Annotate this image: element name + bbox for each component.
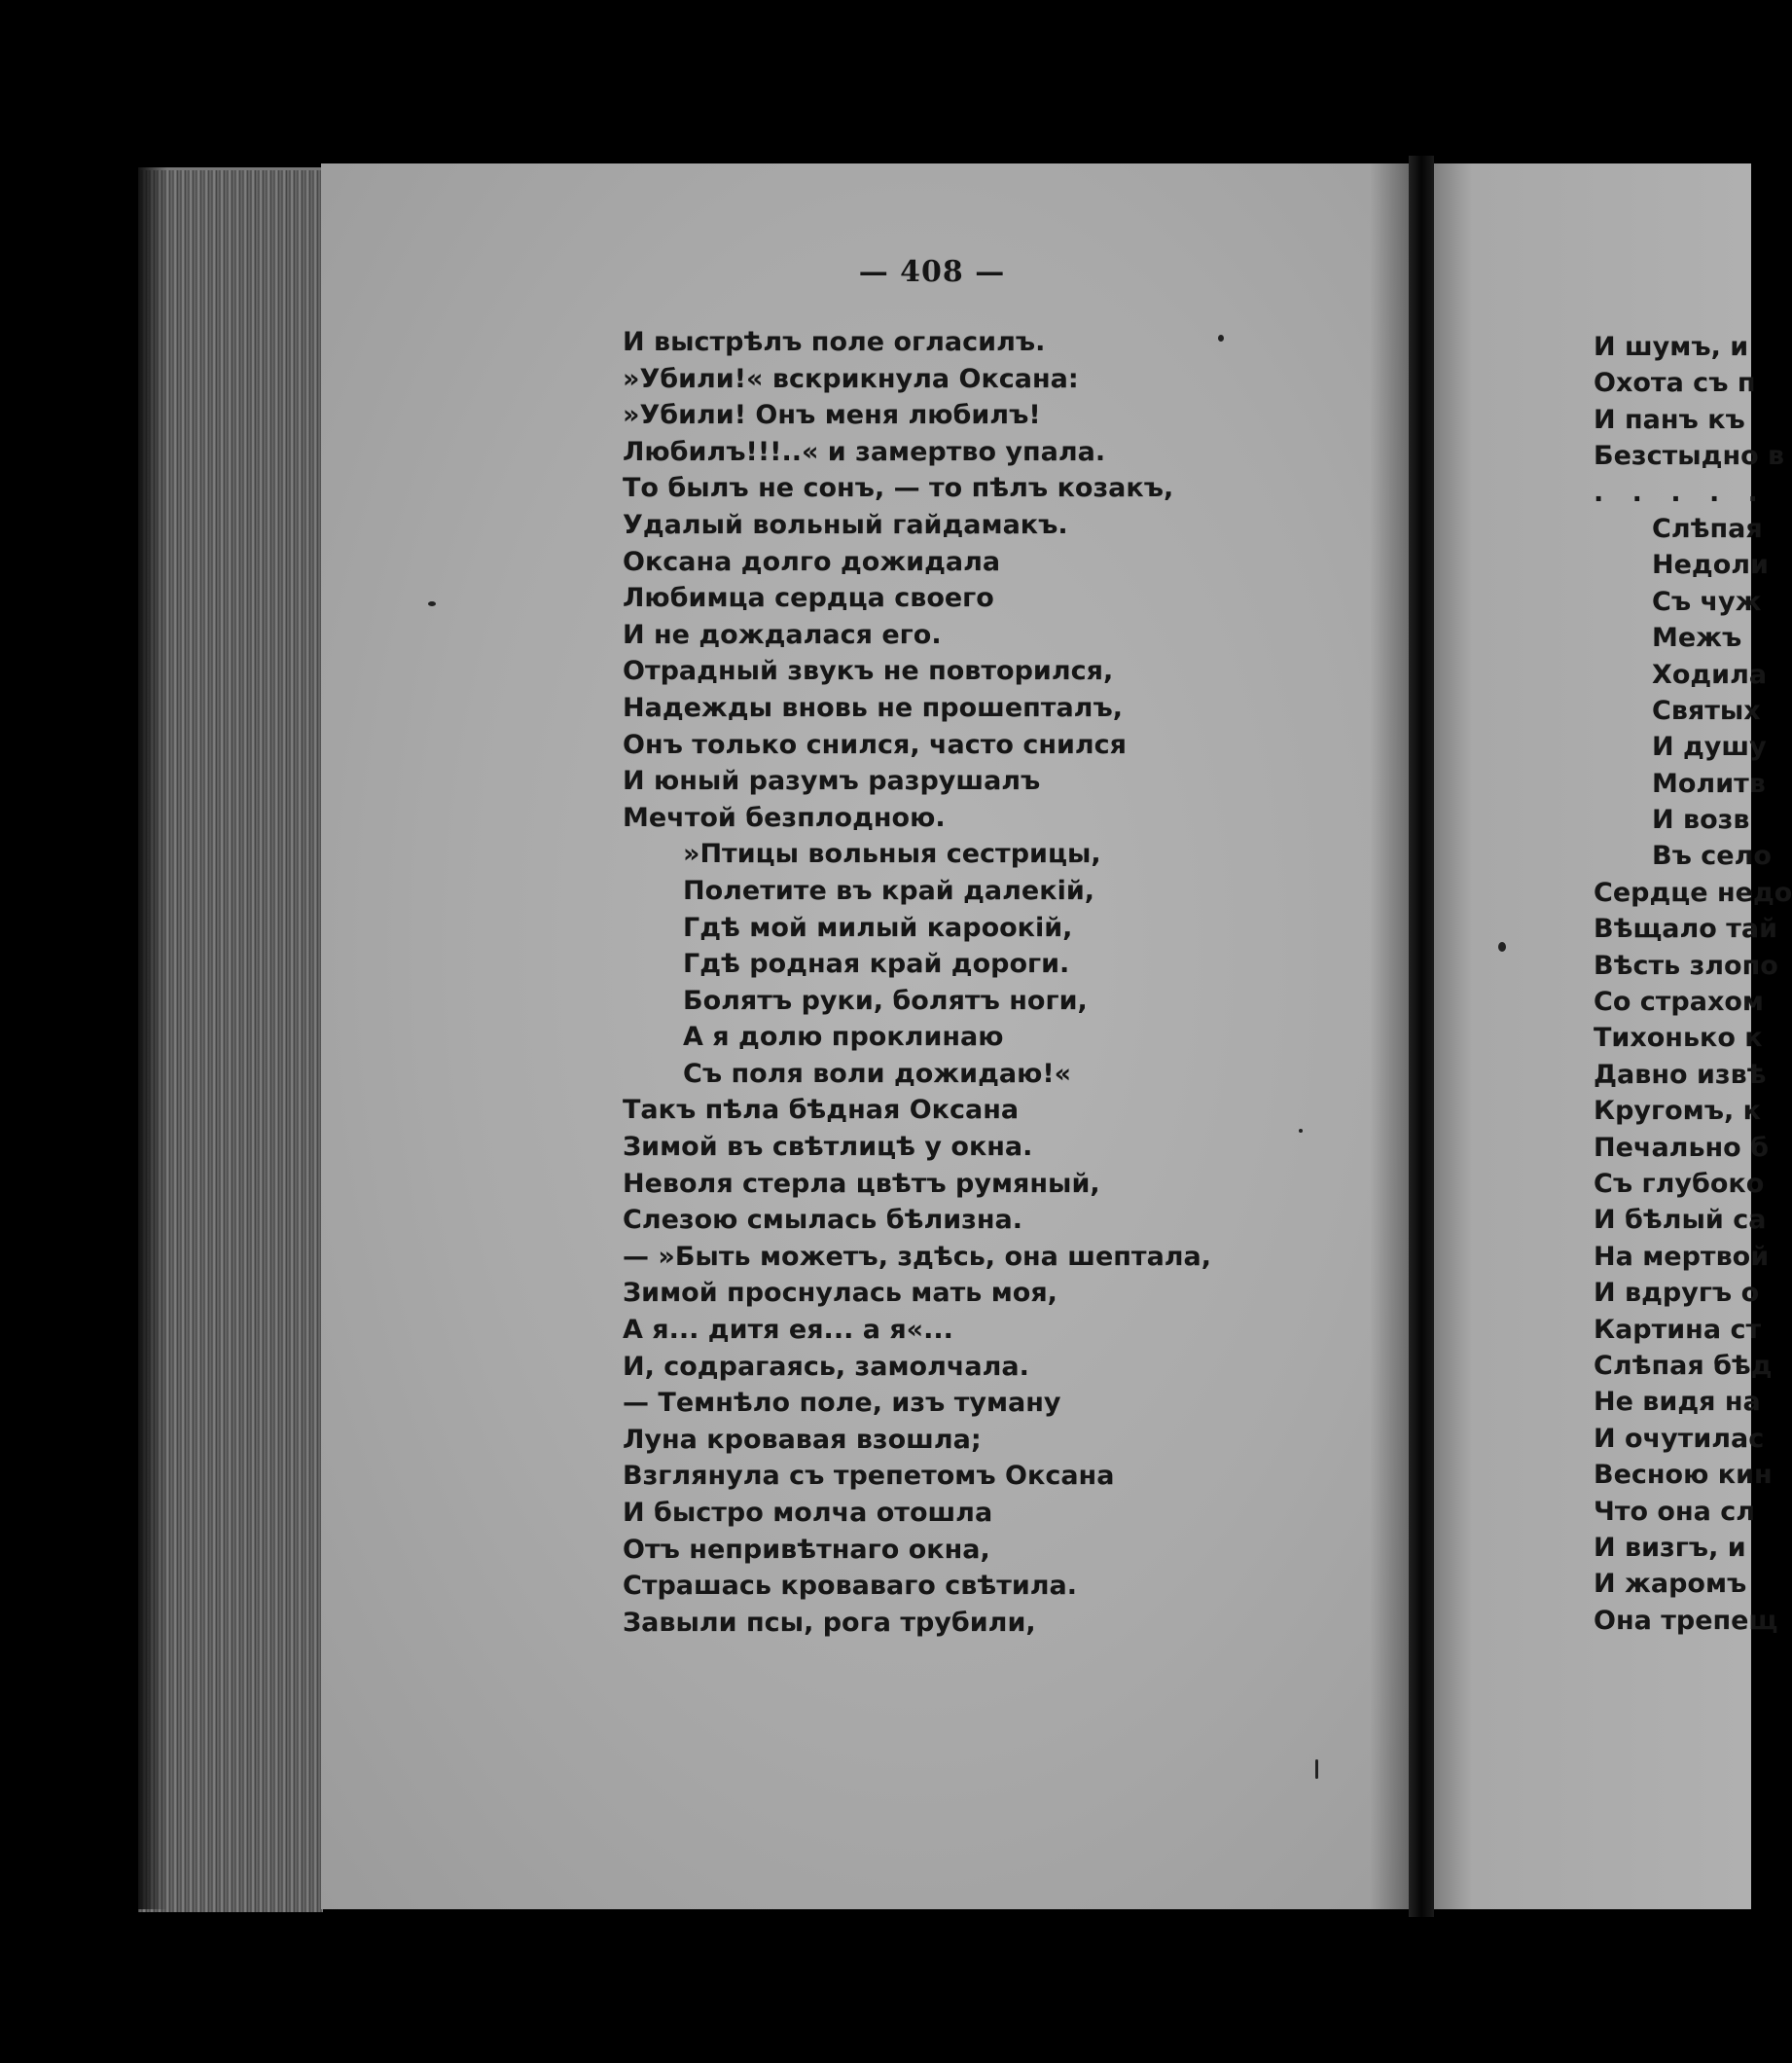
right-line: Святых — [1652, 695, 1761, 726]
left-line: Болятъ руки, болятъ ноги, — [683, 985, 1088, 1016]
left-line: Завыли псы, рога трубили, — [623, 1607, 1036, 1638]
right-line: Межъ — [1652, 623, 1742, 654]
left-line: Слезою смылась бѣлизна. — [623, 1205, 1022, 1236]
left-line: Взглянула съ трепетомъ Оксана — [623, 1461, 1115, 1492]
left-line: Страшась кроваваго свѣтила. — [623, 1571, 1078, 1602]
scan-speck — [1218, 335, 1224, 342]
left-line: Любилъ!!!..« и замертво упала. — [623, 436, 1106, 467]
left-page-text — [623, 324, 1211, 1641]
right-line: Картина ст — [1594, 1314, 1762, 1345]
right-line: Давно извѣ — [1594, 1059, 1767, 1090]
left-line: И, содрагаясь, замолчала. — [623, 1351, 1029, 1382]
left-line: Мечтой безплодною. — [623, 802, 946, 833]
right-line: Слѣпая бѣд — [1594, 1350, 1773, 1381]
right-line: И панъ къ — [1594, 404, 1745, 435]
right-line: И душу — [1652, 732, 1767, 763]
page-number: — 408 — — [858, 255, 1006, 289]
left-line: »Птицы вольныя сестрицы, — [683, 839, 1101, 870]
left-line: — »Быть можетъ, здѣсь, она шептала, — [623, 1241, 1212, 1272]
right-line: Вѣсть злопо — [1594, 950, 1778, 981]
left-line: Зимой въ свѣтлицѣ у окна. — [623, 1132, 1033, 1163]
scan-speck — [1315, 1759, 1318, 1779]
book-gutter — [1409, 156, 1434, 1917]
left-line: А я долю проклинаю — [683, 1022, 1004, 1053]
right-line: И жаромъ — [1594, 1569, 1747, 1600]
left-line: И выстрѣлъ поле огласилъ. — [623, 327, 1046, 357]
right-line: И бѣлый са — [1594, 1205, 1767, 1236]
scan-speck — [428, 601, 436, 606]
right-line: Охота съ п — [1594, 368, 1756, 399]
left-line: И не дождалася его. — [623, 619, 942, 650]
left-line: Зимой проснулась мать моя, — [623, 1278, 1057, 1309]
right-line: И очутилас — [1594, 1423, 1765, 1454]
right-line: . . . . . — [1594, 477, 1768, 508]
left-line: Съ поля воли дожидаю!« — [683, 1058, 1072, 1089]
right-line: Весною кин — [1594, 1460, 1773, 1491]
left-line: Полетите въ край далекій, — [683, 875, 1094, 906]
right-line: И вдругъ о — [1594, 1278, 1760, 1309]
left-line: Гдѣ мой милый кароокій, — [683, 912, 1073, 943]
right-line: Съ чуж — [1652, 586, 1762, 617]
left-line: Любимца сердца своего — [623, 583, 994, 614]
right-line: Ходила — [1652, 659, 1768, 690]
left-line: Оксана долго дожидала — [623, 546, 1001, 577]
right-line: Со страхом — [1594, 987, 1764, 1018]
right-line: Тихонько к — [1594, 1023, 1763, 1054]
scan-speck — [1498, 942, 1506, 952]
left-line: »Убили! Онъ меня любилъ! — [623, 400, 1041, 431]
left-line: Удалый вольный гайдамакъ. — [623, 509, 1068, 540]
left-line: А я... дитя ея... а я«... — [623, 1315, 953, 1346]
right-line: Недоли — [1652, 550, 1769, 581]
left-line: И юный разумъ разрушалъ — [623, 766, 1041, 797]
scan-speck — [1299, 1129, 1303, 1133]
left-line: Гдѣ родная край дороги. — [683, 949, 1070, 980]
right-line: Безстыдно в — [1594, 441, 1785, 472]
right-line: Печально б — [1594, 1132, 1769, 1163]
right-line: Она трепещ — [1594, 1605, 1778, 1636]
right-line: И шумъ, и — [1594, 332, 1749, 362]
right-line: Кругомъ, к — [1594, 1096, 1761, 1127]
right-line: Въ село — [1652, 841, 1772, 872]
left-line: И быстро молча отошла — [623, 1498, 993, 1528]
right-line: Съ глубоко — [1594, 1168, 1765, 1199]
right-line: Молитв — [1652, 768, 1766, 799]
right-line: И возв — [1652, 805, 1750, 836]
right-line: На мертвой — [1594, 1241, 1770, 1272]
left-line: Онъ только снился, часто снился — [623, 729, 1128, 760]
left-line: Неволя стерла цвѣтъ румяный, — [623, 1168, 1100, 1199]
right-page-text — [1594, 329, 1792, 1639]
right-line: Вѣщало тай — [1594, 914, 1778, 945]
left-line: Надежды вновь не прошепталъ, — [623, 692, 1124, 723]
right-line: Слѣпая — [1652, 513, 1763, 544]
left-line: Луна кровавая взошла; — [623, 1424, 982, 1455]
right-line: Не видя на — [1594, 1387, 1761, 1418]
page-edges-shadow — [138, 167, 167, 1909]
right-line: Что она сл — [1594, 1496, 1756, 1527]
left-line: Отрадный звукъ не повторился, — [623, 656, 1114, 687]
right-line: Сердце недо — [1594, 877, 1792, 908]
right-line: И визгъ, и — [1594, 1532, 1746, 1563]
left-line: Такъ пѣла бѣдная Оксана — [623, 1095, 1020, 1126]
left-line: То былъ не сонъ, — то пѣлъ козакъ, — [623, 473, 1174, 504]
left-line: »Убили!« вскрикнула Оксана: — [623, 363, 1079, 394]
left-line: — Темнѣло поле, изъ туману — [623, 1388, 1061, 1419]
left-line: Отъ непривѣтнаго окна, — [623, 1534, 990, 1565]
